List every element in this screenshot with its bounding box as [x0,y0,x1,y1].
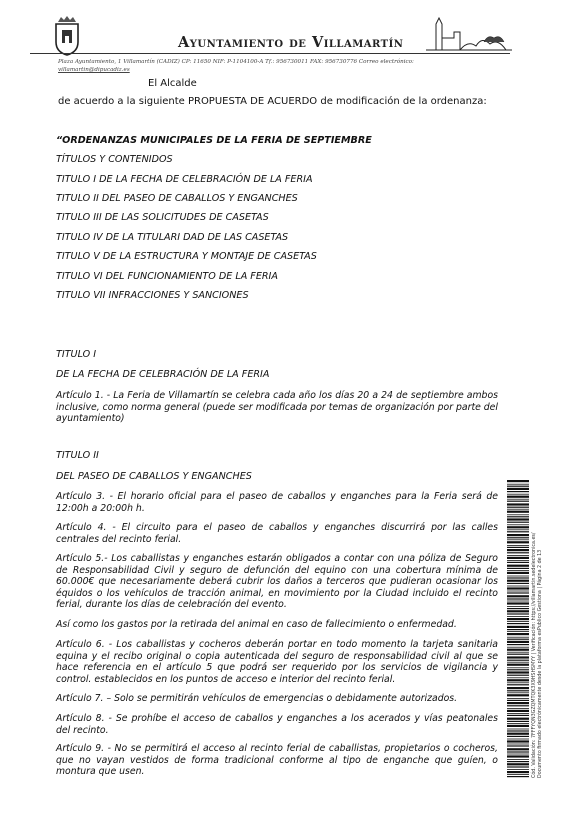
toc-item: TITULO I DE LA FECHA DE CELEBRACIÓN DE LA FERIA [56,174,313,185]
barcode-bar [507,744,529,745]
barcode-bar [507,708,529,709]
barcode-bar [507,568,529,569]
barcode-bar [507,687,529,689]
barcode-bar [507,503,529,505]
barcode-bar [507,577,529,578]
barcode-bar [507,583,529,584]
barcode-bar [507,739,529,740]
barcode-bar [507,541,529,543]
section-subheading: DEL PASEO DE CABALLOS Y ENGANCHES [56,471,252,482]
toc-item: TITULO V DE LA ESTRUCTURA Y MONTAJE DE CASETAS [56,251,317,262]
barcode-bar [507,539,529,540]
header-address: Plaza Ayuntamiento, 1 Villamartín (CADIZ) CP: 11650 NIF: P-1104100-A Tf.: 956730011 FAX: 956730776 Correo electrónico: [58,59,414,65]
barcode-bar [507,639,529,640]
barcode-bar [507,580,529,582]
barcode-bar [507,669,529,670]
barcode-bar [507,633,529,635]
barcode-bar [507,730,529,731]
article-paragraph: Artículo 3. - El horario oficial para el paseo de caballos y enganches para la Feria será de 12:00h a 20:00h h. [56,491,498,514]
barcode-bar [507,560,529,561]
barcode-bar [507,766,529,767]
verification-line: Documento firmado electrónicamente desde la plataforma esPublico Gestiona | Página 2 de 13 [538,549,543,778]
barcode-bar [507,601,529,602]
barcode-bar [507,774,529,775]
barcode-bar [507,759,529,760]
barcode-bar [507,484,529,485]
barcode-bar [507,534,529,536]
barcode-bar [507,647,529,648]
town-silhouette-logo [424,14,516,56]
barcode-bar [507,576,529,577]
barcode-bar [507,755,529,757]
barcode-bar [507,486,529,487]
header-divider [30,53,510,54]
barcode-bar [507,652,529,653]
barcode-bar [507,748,529,750]
article-paragraph: Así como los gastos por la retirada del animal en caso de fallecimiento o enfermedad. [56,619,457,630]
barcode-bar [507,654,529,655]
barcode-bar [507,740,529,742]
barcode-bar [507,705,529,706]
barcode-bar [507,592,529,593]
toc-item: TITULO VI DEL FUNCIONAMIENTO DE LA FERIA [56,271,278,282]
article-paragraph: Artículo 4. - El circuito para el paseo de caballos y enganches discurrirá por las calles centrales del recinto ferial. [56,522,498,545]
barcode-bar [507,626,529,628]
header-email-link[interactable]: villamartin@dipucadiz.es [58,67,130,73]
barcode-bar [507,507,529,508]
barcode-bar [507,547,529,548]
barcode-bar [507,509,529,510]
toc-item: TITULO III DE LAS SOLICITUDES DE CASETAS [56,212,269,223]
barcode-bar [507,531,529,532]
toc-item: TITULO VII INFRACCIONES Y SANCIONES [56,290,249,301]
article-paragraph: Artículo 6. - Los caballistas y cocheros deberán portar en todo momento la tarjeta sanitaria equina y el recibo original o copia autenticada del seguro de responsabilidad civil al que se hace referencia en el artículo 5 que podrá ser requerido por los servicios de vigilancia y control. establecidos en los puntos de acceso e interior del recinto ferial. [56,639,498,685]
article-paragraph: Artículo 8. - Se prohíbe el acceso de caballos y enganches a los acerados y vías peatonales del recinto. [56,713,498,736]
barcode-bar [507,736,529,737]
barcode-bar [507,518,529,520]
alcalde-label: El Alcalde [148,78,197,89]
barcode-bar [507,671,529,673]
barcode-bar [507,718,529,720]
barcode-bar [507,733,529,735]
barcode-bar [507,679,529,681]
section-heading: TITULO II [56,450,99,461]
barcode-bar [507,608,529,609]
article-paragraph: Artículo 7. – Solo se permitirán vehículos de emergencias o debidamente autorizados. [56,693,458,704]
barcode-bar [507,537,529,538]
barcode-bar [507,694,529,696]
barcode-bar [507,514,529,515]
article-paragraph: Artículo 5.- Los caballistas y enganches estarán obligados a contar con una póliza de Seguro de Responsabilidad Civil y seguro de defunción del equino con una cobertura mínima de 60.000€ que necesariamente deberá cubrir los daños a terceros que pudieran ocasionar los équidos o los vehículos de tracción animal, en movimiento por la Ciudad incluido el recinto ferial, durante los días de celebración del evento. [56,553,498,610]
barcode-bar [507,623,529,624]
barcode-bar [507,616,529,617]
barcode-bar [507,499,529,500]
toc-item: TITULO II DEL PASEO DE CABALLOS Y ENGANCHES [56,193,298,204]
barcode-bar [507,529,529,530]
barcode-bar [507,570,529,571]
barcode-bar [507,586,529,587]
verification-line[interactable]: Cód. Validación: 7FFFYQN3GZQMTQK3X9HSHSMYY | Verificación: https://villamartin.sedelectronica.es/ [532,532,537,778]
barcode-bar [507,602,529,604]
barcode-bar [507,684,529,685]
barcode-bar [507,667,529,668]
barcode-bar [507,723,529,724]
barcode-bar [507,725,529,727]
barcode-bar [507,595,529,597]
barcode-bar [507,606,529,607]
barcode-bar [507,776,529,777]
barcode-bar [507,677,529,678]
barcode-bar [507,491,529,492]
barcode-bar [507,662,529,663]
barcode-bar [507,692,529,693]
barcode-bar [507,572,529,574]
barcode-bar [507,754,529,755]
barcode-bar [507,613,529,614]
barcode-bar [507,565,529,567]
barcode-bar [507,545,529,546]
barcode-bar [507,488,529,490]
barcode-bar [507,690,529,691]
barcode-image [507,480,529,778]
barcode-bar [507,501,529,502]
barcode-bar [507,700,529,701]
barcode-bar [507,629,529,630]
barcode-bar [507,618,529,620]
barcode-bar [507,496,529,498]
barcode-bar [507,637,529,638]
barcode-bar [507,769,529,770]
toc-item: TÍTULOS Y CONTENIDOS [56,154,173,165]
barcode-bar [507,771,529,773]
barcode-bar [507,480,529,482]
barcode-bar [507,675,529,676]
article-paragraph: Artículo 1. - La Feria de Villamartín se celebra cada año los días 20 a 24 de septiembre ambos inclusive, como norma general (puede ser modificada por temas de organización por parte del ayuntamiento) [56,390,498,424]
document-title: “ORDENANZAS MUNICIPALES DE LA FERIA DE SEPTIEMBRE [56,135,372,146]
barcode-bar [507,713,529,714]
barcode-bar [507,649,529,651]
coat-of-arms-logo [52,14,82,56]
barcode-bar [507,682,529,683]
intro-text: de acuerdo a la siguiente PROPUESTA DE ACUERDO de modificación de la ordenanza: [58,96,487,107]
barcode-bar [507,516,529,517]
barcode-bar [507,656,529,658]
barcode-bar [507,511,529,513]
barcode-bar [507,526,529,528]
barcode-bar [507,591,529,592]
barcode-bar [507,710,529,712]
barcode-bar [507,644,529,645]
barcode-bar [507,557,529,559]
barcode-bar [507,494,529,495]
barcode-bar [507,664,529,666]
barcode-bar [507,610,529,612]
barcode-bar [507,698,529,699]
section-subheading: DE LA FECHA DE CELEBRACIÓN DE LA FERIA [56,369,270,380]
header-title: Ayuntamiento de Villamartín [178,34,404,51]
barcode-bar [507,745,529,746]
barcode-bar [507,552,529,553]
barcode-bar [507,641,529,643]
barcode-bar [507,702,529,704]
article-paragraph: Artículo 9. - No se permitirá el acceso al recinto ferial de caballistas, propietarios o cocheros, que no vayan vestidos de forma tradicional conforme al tipo de enganche que guíen, o montura que usen. [56,743,498,777]
barcode-bar [507,555,529,556]
barcode-bar [507,549,529,551]
verification-text [532,532,544,778]
barcode-bar [507,587,529,589]
barcode-bar [507,729,529,730]
section-heading: TITULO I [56,349,97,360]
barcode-bar [507,562,529,563]
barcode-bar [507,751,529,752]
barcode-bar [507,522,529,523]
barcode-bar [507,621,529,622]
barcode-bar [507,598,529,599]
barcode-bar [507,761,529,762]
barcode-bar [507,715,529,716]
toc-item: TITULO IV DE LA TITULARI DAD DE LAS CASETAS [56,232,289,243]
barcode-bar [507,721,529,722]
barcode-bar [507,631,529,632]
barcode-bar [507,524,529,525]
barcode-bar [507,660,529,661]
barcode-bar [507,763,529,765]
